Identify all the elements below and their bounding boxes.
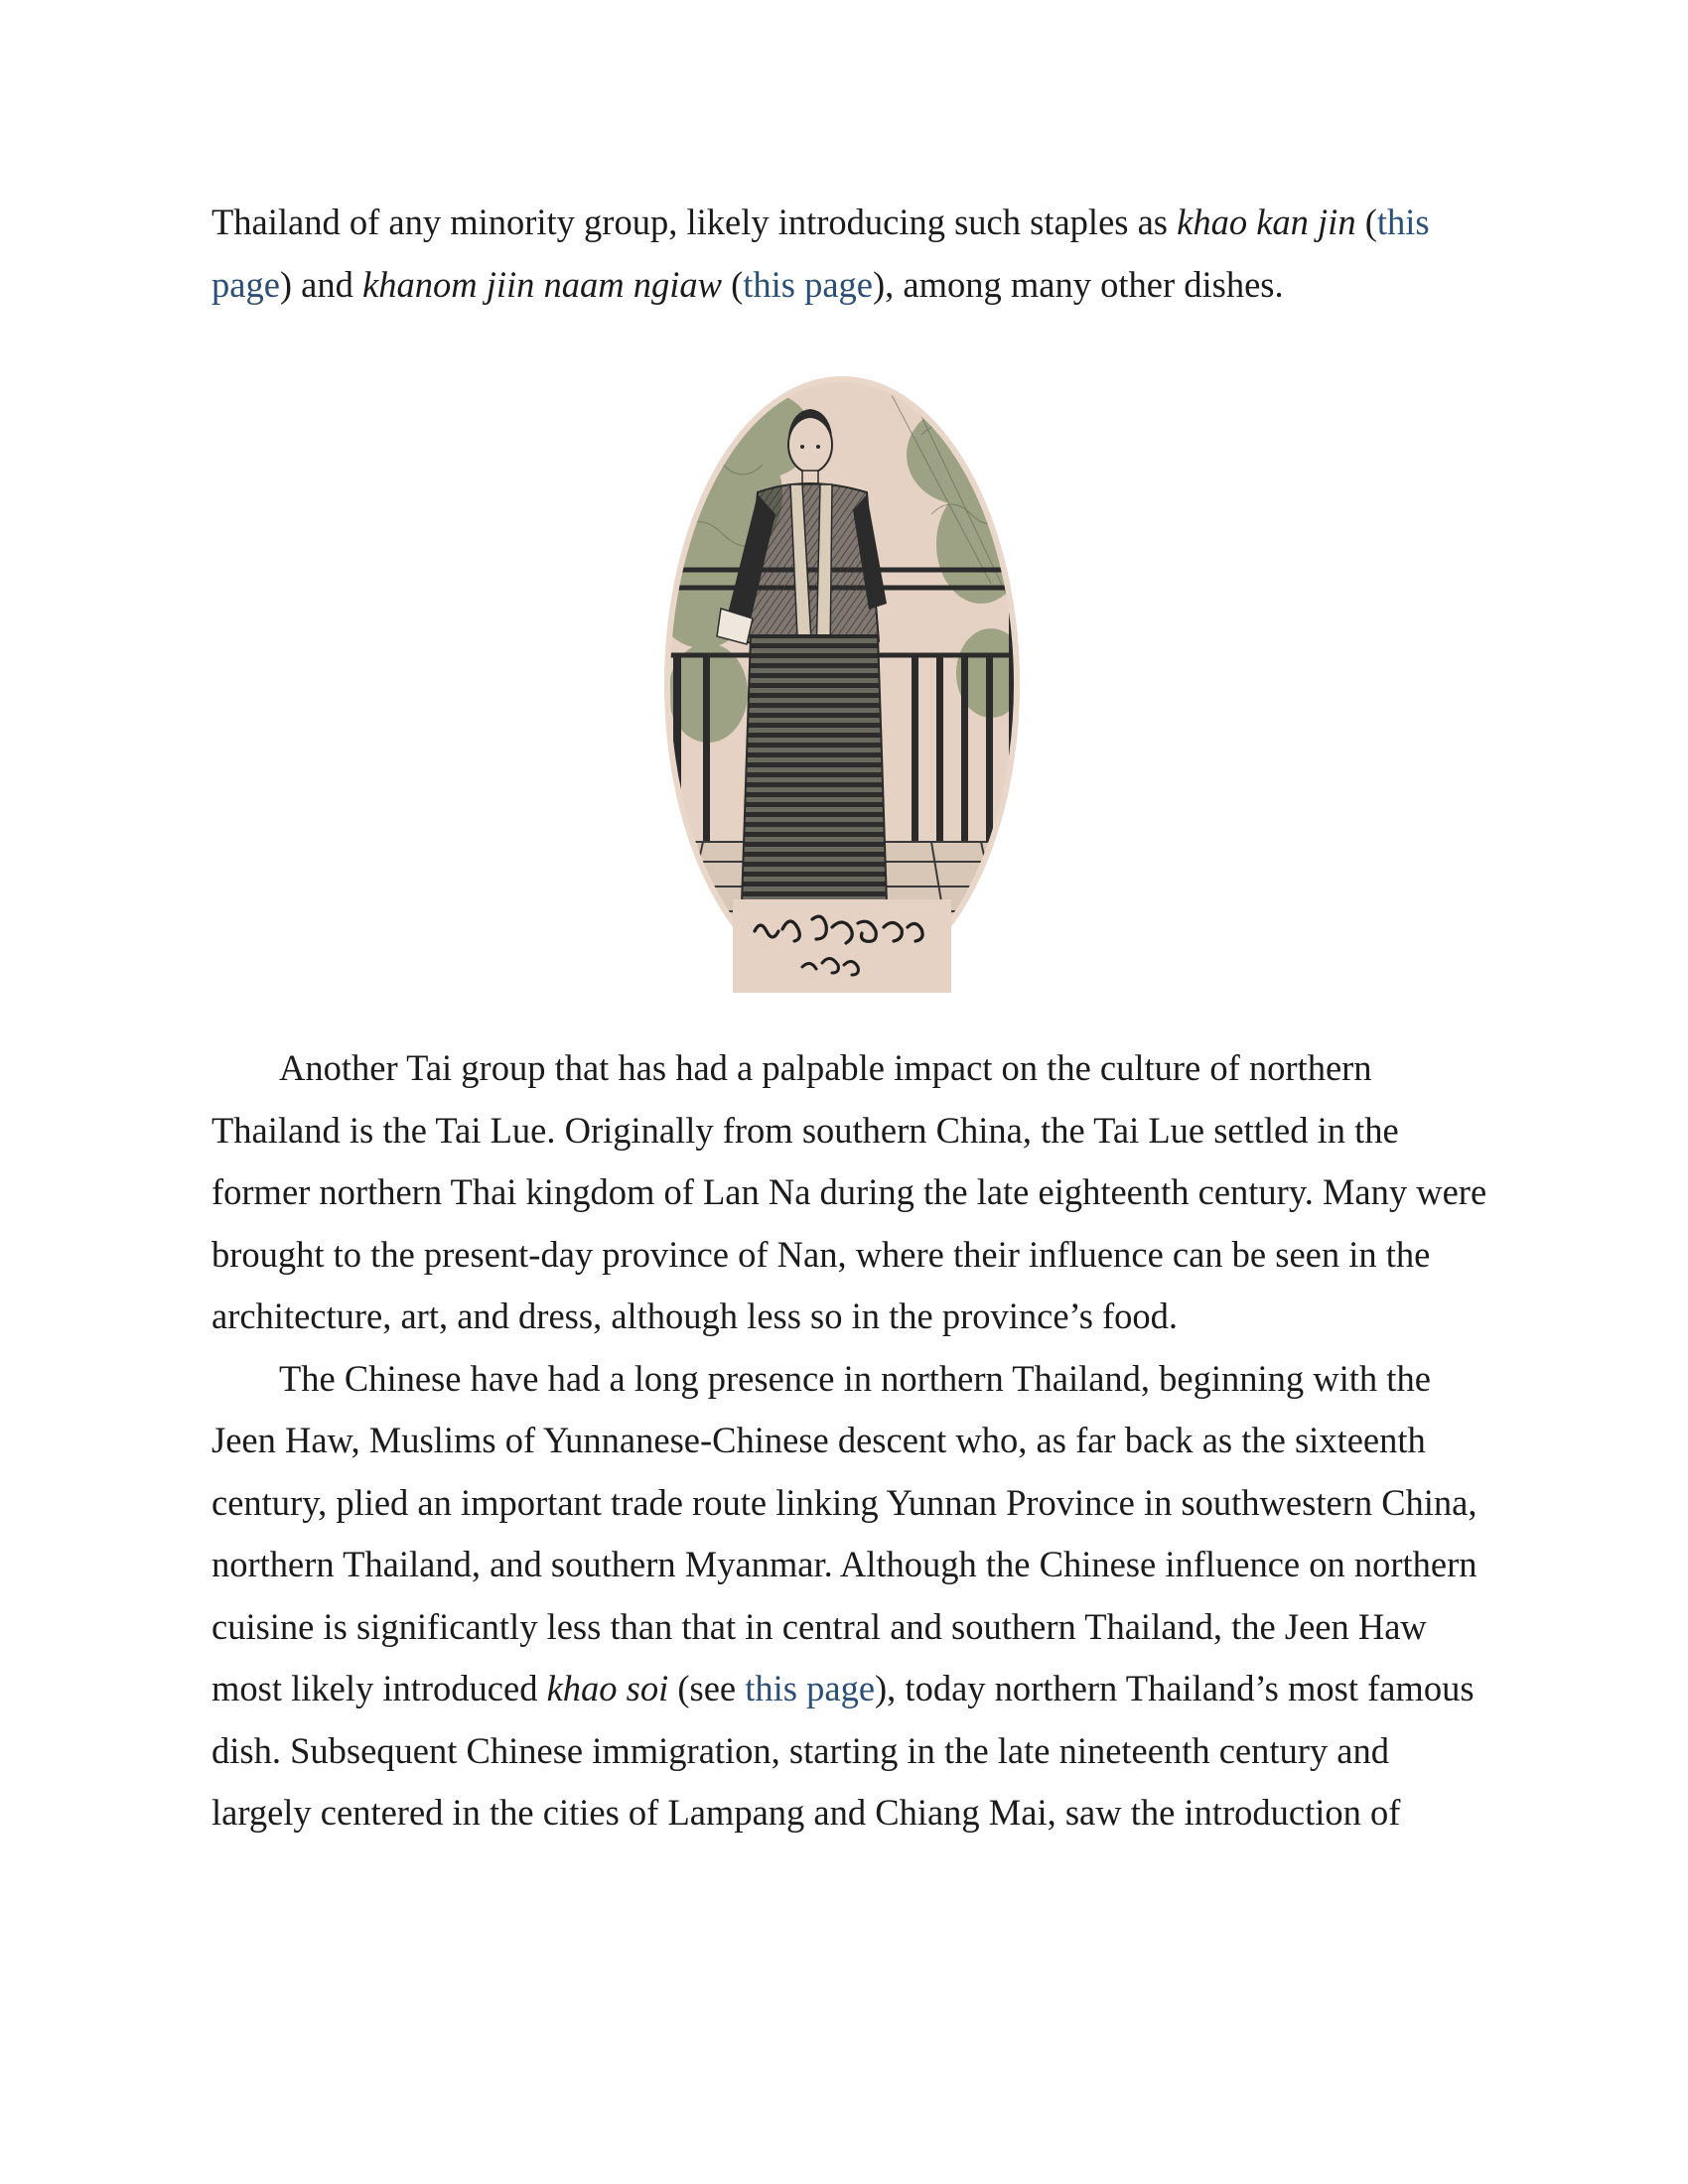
- text-run: The Chinese have had a long presence in northern Thailand, beginning with the Jeen Haw, Muslims of Yunnanese-Chinese descent who, as far back as the sixteenth century, plied an important trade route linking Yunnan Province in southwestern China, northern Thailand, and southern Myanmar. Although the Chinese influence on northern cuisine is significantly less than that in central and southern Thailand, the Jeen Haw most likely introduced: [211, 1357, 1477, 1708]
- portrait-drawing: [663, 375, 1021, 993]
- dish-name-khao-kan-jin: khao kan jin: [1177, 202, 1356, 242]
- cross-reference-link[interactable]: this page: [745, 1668, 876, 1708]
- portrait-illustration: [663, 375, 1021, 993]
- dish-name-khanom-jiin-naam-ngiaw: khanom jiin naam ngiaw: [362, 263, 722, 305]
- text-run: Thailand of any minority group, likely introducing such staples as: [211, 202, 1178, 242]
- paragraph-tai-lue: Another Tai group that has had a palpable impact on the culture of northern Thailand is the Tai Lue. Originally from southern China, the Tai Lue settled in the former northern Thai kingdom of Lan Na during the late eighteenth century. Many were brought to the present-day province of Nan, where their influence can be seen in the architecture, art, and dress, although less so in the province’s food.: [211, 1047, 1487, 1336]
- text-block-main: [211, 1037, 1492, 1844]
- handwritten-caption: [733, 899, 951, 993]
- text-block-top: [211, 192, 1492, 316]
- text-run: ), today northern Thailand’s most famous dish. Subsequent Chinese immigration, starting in the late nineteenth century and largely centered in the cities of Lampang and Chiang Mai, saw the introduction of: [211, 1668, 1475, 1833]
- cross-reference-link[interactable]: this page: [743, 263, 874, 305]
- paragraph-continued: [211, 192, 1492, 316]
- paragraph-chinese: [211, 1348, 1492, 1844]
- dish-name-khao-soi: khao soi: [546, 1668, 669, 1708]
- text-run: (see: [668, 1668, 746, 1708]
- text-run: (: [721, 263, 744, 305]
- cross-reference-link[interactable]: this page: [211, 202, 1430, 305]
- text-run: (: [1355, 202, 1377, 242]
- text-run: ), among many other dishes.: [873, 263, 1284, 305]
- text-run: ) and: [279, 263, 363, 305]
